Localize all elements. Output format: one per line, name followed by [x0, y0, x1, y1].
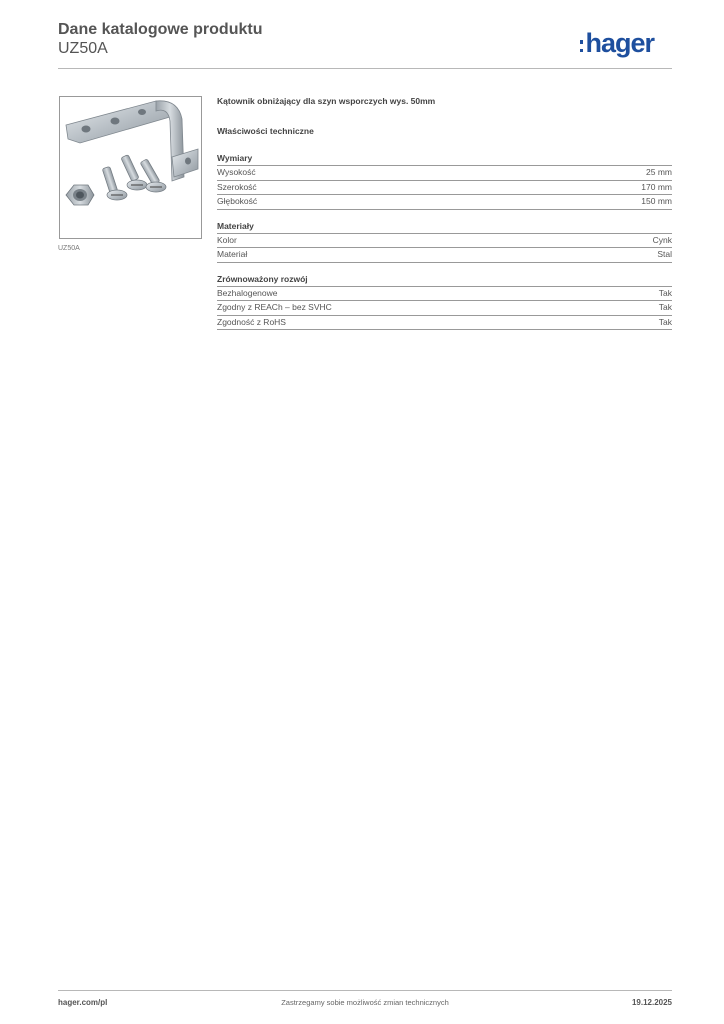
page-header [58, 18, 672, 70]
spec-value: 170 mm [641, 181, 672, 192]
section-dimensions [217, 153, 672, 210]
website-link[interactable]: hager.com/pl [58, 998, 108, 1007]
spec-label: Kolor [217, 234, 237, 245]
bracket-illustration-icon [60, 97, 201, 238]
footer-divider [58, 990, 672, 991]
spec-row [217, 181, 672, 196]
spec-row [217, 248, 672, 263]
logo-dots-icon [580, 40, 584, 52]
spec-label: Szerokość [217, 181, 257, 192]
spec-value: Tak [658, 316, 672, 327]
spec-value: Stal [657, 249, 672, 259]
spec-row [217, 301, 672, 316]
section-sustainability [217, 274, 672, 331]
section-heading: Wymiary [217, 153, 672, 166]
spec-value: Tak [658, 287, 672, 298]
logo-text: hager [585, 28, 654, 58]
section-heading: Materiały [217, 221, 672, 234]
section-materials [217, 221, 672, 263]
spec-value: 25 mm [646, 167, 672, 177]
spec-value: Cynk [652, 234, 672, 245]
spec-value: 150 mm [641, 196, 672, 206]
spec-row [217, 166, 672, 181]
technical-properties-heading: Właściwości techniczne [217, 126, 314, 136]
disclaimer-text: Zastrzegamy sobie możliwość zmian technicznych [281, 998, 449, 1007]
spec-label: Zgodność z RoHS [217, 316, 286, 327]
spec-label: Wysokość [217, 167, 256, 177]
spec-row [217, 234, 672, 249]
document-date: 19.12.2025 [631, 998, 672, 1007]
image-caption: UZ50A [58, 245, 80, 252]
spec-row [217, 287, 672, 302]
header-divider [58, 68, 672, 69]
spec-row [217, 195, 672, 210]
spec-value: Tak [658, 302, 672, 312]
spec-label: Zgodny z REACh – bez SVHC [217, 302, 332, 312]
hager-logo [580, 30, 654, 57]
document-title: Dane katalogowe produktu [58, 21, 263, 38]
product-details [217, 96, 672, 341]
spec-label: Głębokość [217, 196, 258, 206]
product-code: UZ50A [58, 40, 108, 57]
spec-label: Bezhalogenowe [217, 287, 278, 298]
product-photo-icon [59, 96, 202, 239]
product-description: Kątownik obniżający dla szyn wsporczych wys. 50mm [217, 96, 436, 106]
spec-label: Materiał [217, 249, 248, 259]
spec-row [217, 316, 672, 331]
section-heading: Zrównoważony rozwój [217, 274, 672, 287]
